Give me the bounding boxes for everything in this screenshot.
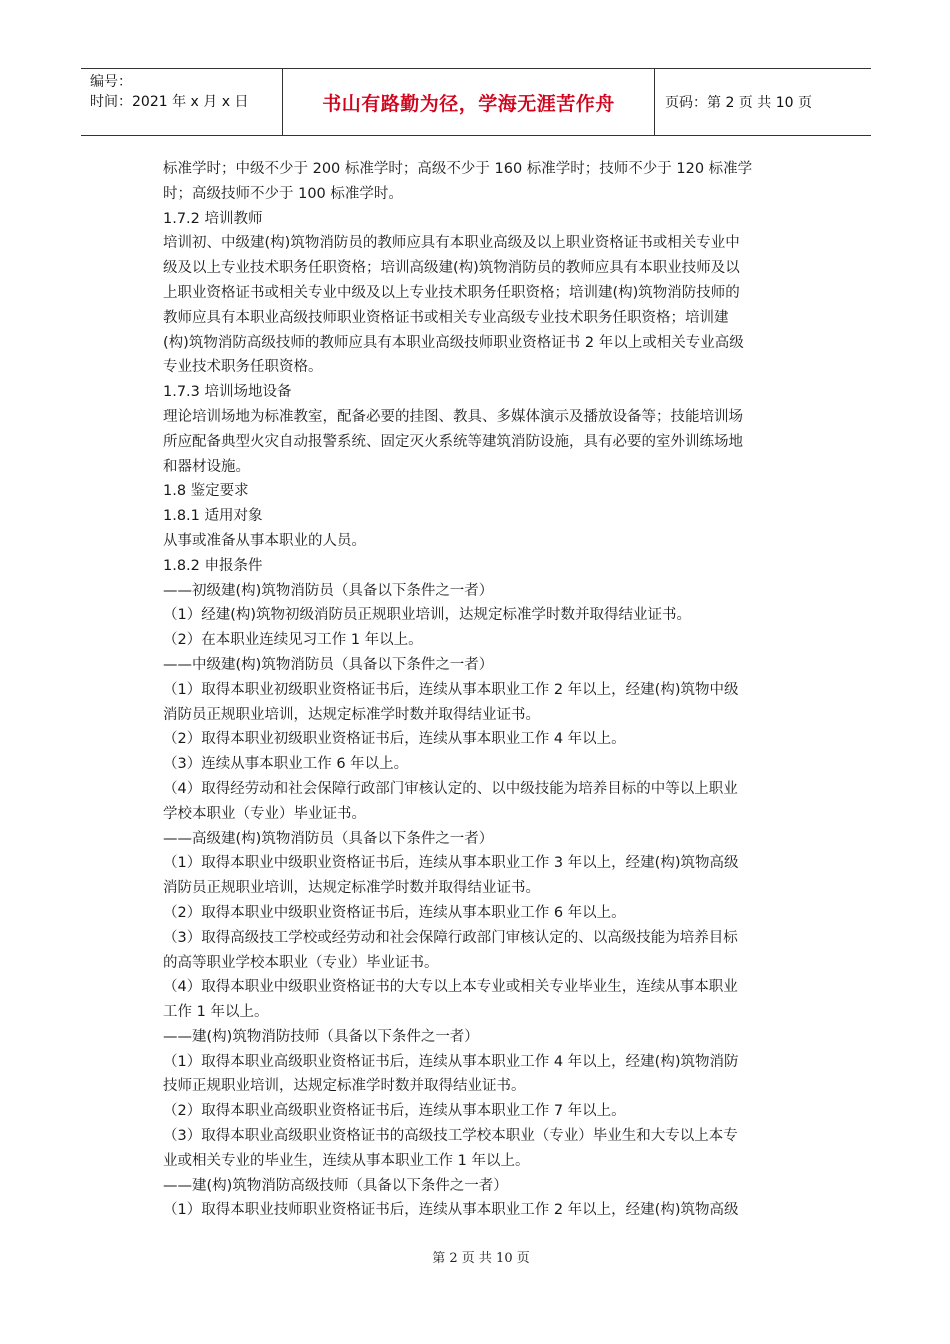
text-line: 1.7.3 培训场地设备 <box>163 384 292 401</box>
text-line: 学校本职业（专业）毕业证书。 <box>163 805 366 822</box>
text-line: 业或相关专业的毕业生，连续从事本职业工作 1 年以上。 <box>163 1152 530 1169</box>
text-line: （2）取得本职业初级职业资格证书后，连续从事本职业工作 4 年以上。 <box>163 731 626 748</box>
text-line: （1）取得本职业初级职业资格证书后，连续从事本职业工作 2 年以上，经建(构)筑物中级 <box>163 681 739 698</box>
text-line: 上职业资格证书或相关专业中级及以上专业技术职务任职资格；培训建(构)筑物消防技师的 <box>163 284 740 301</box>
text-line: 1.8.1 适用对象 <box>163 508 263 525</box>
text-line: 1.7.2 培训教师 <box>163 210 263 227</box>
text-line: （3）取得高级技工学校或经劳动和社会保障行政部门审核认定的、以高级技能为培养目标 <box>163 929 738 946</box>
text-line: 专业技术职务任职资格。 <box>163 359 323 376</box>
text-line: 的高等职业学校本职业（专业）毕业证书。 <box>163 954 439 971</box>
text-line: （3）取得本职业高级职业资格证书的高级技工学校本职业（专业）毕业生和大专以上本专 <box>163 1128 738 1145</box>
text-line: ——中级建(构)筑物消防员（具备以下条件之一者） <box>163 656 494 673</box>
text-line: 技师正规职业培训，达规定标准学时数并取得结业证书。 <box>163 1078 526 1095</box>
page-footer: 第 2 页 共 10 页 <box>432 1251 530 1266</box>
text-line: (构)筑物消防高级技师的教师应具有本职业高级技师职业资格证书 2 年以上或相关专业高级 <box>163 334 744 351</box>
text-line: （4）取得本职业中级职业资格证书的大专以上本专业或相关专业毕业生，连续从事本职业 <box>163 979 738 996</box>
page-header <box>81 68 871 136</box>
text-line: ——建(构)筑物消防技师（具备以下条件之一者） <box>163 1028 479 1045</box>
text-line: （2）在本职业连续见习工作 1 年以上。 <box>163 632 423 649</box>
text-line: 从事或准备从事本职业的人员。 <box>163 532 366 549</box>
text-line: ——建(构)筑物消防高级技师（具备以下条件之一者） <box>163 1177 508 1194</box>
text-line: （1）经建(构)筑物初级消防员正规职业培训，达规定标准学时数并取得结业证书。 <box>163 607 692 624</box>
text-line: （3）连续从事本职业工作 6 年以上。 <box>163 756 409 773</box>
text-line: （1）取得本职业高级职业资格证书后，连续从事本职业工作 4 年以上，经建(构)筑物消防 <box>163 1053 739 1070</box>
text-line: 培训初、中级建(构)筑物消防员的教师应具有本职业高级及以上职业资格证书或相关专业中 <box>163 235 740 252</box>
header-motto-cell <box>283 69 655 135</box>
header-motto: 书山有路勤为径，学海无涯苦作舟 <box>322 92 615 115</box>
text-line: （2）取得本职业高级职业资格证书后，连续从事本职业工作 7 年以上。 <box>163 1103 626 1120</box>
text-line: 消防员正规职业培训，达规定标准学时数并取得结业证书。 <box>163 706 540 723</box>
text-line: 1.8 鉴定要求 <box>163 483 249 500</box>
text-line: （4）取得经劳动和社会保障行政部门审核认定的、以中级技能为培养目标的中等以上职业 <box>163 780 738 797</box>
text-line: 工作 1 年以上。 <box>163 1004 269 1021</box>
document-date: 时间：2021 年 x 月 x 日 <box>90 94 249 110</box>
text-line: （1）取得本职业中级职业资格证书后，连续从事本职业工作 3 年以上，经建(构)筑物高级 <box>163 855 739 872</box>
text-line: 标准学时；中级不少于 200 标准学时；高级不少于 160 标准学时；技师不少于 120 标准学 <box>163 161 753 177</box>
text-line: ——初级建(构)筑物消防员（具备以下条件之一者） <box>163 582 494 599</box>
text-line: （2）取得本职业中级职业资格证书后，连续从事本职业工作 6 年以上。 <box>163 904 626 921</box>
document-number-label: 编号： <box>90 74 132 90</box>
text-line: 和器材设施。 <box>163 458 250 475</box>
header-page-number: 页码：第 2 页 共 10 页 <box>665 95 812 111</box>
text-line: 理论培训场地为标准教室，配备必要的挂图、教具、多媒体演示及播放设备等；技能培训场 <box>163 408 743 425</box>
text-line: 消防员正规职业培训，达规定标准学时数并取得结业证书。 <box>163 880 540 897</box>
text-line: ——高级建(构)筑物消防员（具备以下条件之一者） <box>163 830 494 847</box>
text-line: （1）取得本职业技师职业资格证书后，连续从事本职业工作 2 年以上，经建(构)筑物高级 <box>163 1202 739 1219</box>
text-line: 级及以上专业技术职务任职资格；培训高级建(构)筑物消防员的教师应具有本职业技师及以 <box>163 260 740 277</box>
document-body <box>163 157 843 1223</box>
text-line: 所应配备典型火灾自动报警系统、固定灭火系统等建筑消防设施，具有必要的室外训练场地 <box>163 433 743 450</box>
text-line: 时；高级技师不少于 100 标准学时。 <box>163 185 403 202</box>
header-page-cell <box>655 69 871 135</box>
text-line: 1.8.2 申报条件 <box>163 557 263 574</box>
text-line: 教师应具有本职业高级技师职业资格证书或相关专业高级专业技术职务任职资格；培训建 <box>163 309 729 326</box>
header-meta <box>81 69 283 135</box>
